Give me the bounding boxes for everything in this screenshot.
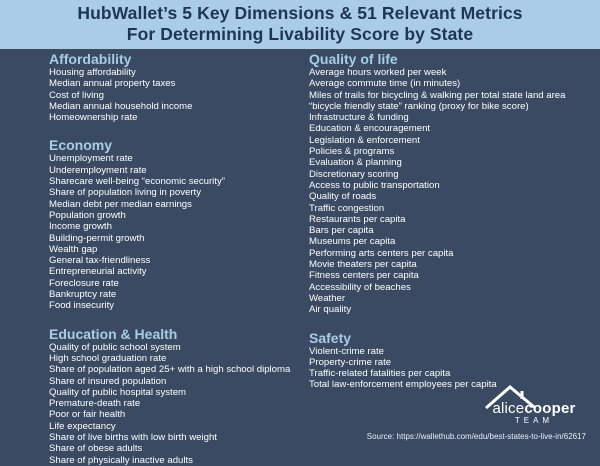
list-item: Income growth — [49, 221, 112, 233]
list-item: Legislation & enforcement — [309, 134, 420, 146]
list-item: Share of obese adults — [49, 443, 143, 455]
list-economy — [49, 153, 304, 311]
list-item: Food insecurity — [49, 300, 115, 312]
list-item: Quality of public school system — [49, 341, 181, 353]
list-item: Underemployment rate — [49, 164, 147, 176]
list-item: Median debt per median earnings — [49, 198, 192, 210]
left-column — [49, 51, 304, 466]
list-item: Life expectancy — [49, 420, 116, 432]
list-item: Housing affordability — [49, 67, 136, 78]
logo-brand-part2: cooper — [524, 400, 576, 417]
list-item: Share of physically inactive adults — [49, 454, 193, 466]
list-item: Premature-death rate — [49, 398, 141, 410]
list-item: Homeownership rate — [49, 112, 138, 124]
list-item: Performing arts centers per capita — [309, 247, 454, 259]
list-item: General tax-friendliness — [49, 255, 151, 267]
list-quality-of-life — [309, 67, 594, 316]
list-item: Total law-enforcement employees per capita — [309, 379, 497, 391]
logo-team: TEAM — [514, 416, 554, 425]
list-item: “bicycle friendly state” ranking (proxy for bike score) — [309, 100, 529, 112]
list-item: Traffic congestion — [309, 202, 385, 214]
list-item: Share of live births with low birth weight — [49, 432, 217, 444]
list-item: Median annual property taxes — [49, 78, 176, 90]
section-title-education-health: Education & Health — [49, 325, 178, 342]
list-item: Foreclosure rate — [49, 277, 119, 289]
list-item: High school graduation rate — [49, 352, 167, 364]
list-item: Movie theaters per capita — [309, 259, 417, 271]
list-item: Infrastructure & funding — [309, 112, 409, 124]
header-banner — [0, 0, 600, 49]
list-item: Miles of trails for bicycling & walking per total state land area — [309, 89, 566, 101]
list-item: Fitness centers per capita — [309, 270, 419, 282]
section-title-quality-of-life: Quality of life — [309, 51, 398, 67]
list-item: Sharecare well-being “economic security” — [49, 176, 225, 188]
logo-brand — [480, 401, 588, 417]
list-item: Quality of public hospital system — [49, 386, 187, 398]
section-title-affordability: Affordability — [49, 51, 132, 67]
list-item: Quality of roads — [309, 191, 377, 203]
list-item: Median annual household income — [49, 100, 193, 112]
list-item: Share of population aged 25+ with a high school diploma — [49, 364, 291, 376]
list-item: Weather — [309, 292, 346, 304]
list-item: Museums per capita — [309, 236, 396, 248]
list-affordability — [49, 67, 304, 123]
list-item: Property-crime rate — [309, 356, 392, 368]
list-item: Entrepreneurial activity — [49, 266, 147, 278]
list-item: Policies & programs — [309, 146, 395, 158]
list-item: Violent-crime rate — [309, 345, 385, 357]
list-item: Cost of living — [49, 89, 104, 101]
list-item: Poor or fair health — [49, 409, 126, 421]
list-item: Share of insured population — [49, 375, 167, 387]
page-title-line2: For Determining Livability Score by State — [126, 24, 474, 44]
list-item: Air quality — [309, 304, 352, 316]
list-item: Bankruptcy rate — [49, 289, 117, 301]
list-item: Wealth gap — [49, 243, 98, 255]
section-title-safety: Safety — [309, 329, 352, 346]
list-item: Share of population living in poverty — [49, 187, 201, 199]
alicecooper-team-logo — [480, 381, 588, 431]
list-item: Average hours worked per week — [309, 67, 447, 78]
list-item: Restaurants per capita — [309, 213, 406, 225]
list-item: Education & encouragement — [309, 123, 431, 135]
list-item: Evaluation & planning — [309, 157, 402, 169]
right-column — [309, 51, 594, 391]
list-item: Traffic-related fatalities per capita — [309, 368, 451, 380]
list-item: Population growth — [49, 209, 126, 221]
list-item: Building-permit growth — [49, 232, 145, 244]
list-item: Access to public transportation — [309, 179, 440, 191]
list-education-health — [49, 342, 304, 466]
list-item: Accessibility of beaches — [309, 281, 411, 293]
list-item: Unemployment rate — [49, 153, 133, 165]
source-citation: Source: https://wallethub.com/edu/best-states-to-live-in/62617 — [366, 432, 586, 441]
logo-brand-part1: alice — [492, 400, 525, 417]
list-item: Average commute time (in minutes) — [309, 78, 461, 90]
page-title-line1: HubWallet’s 5 Key Dimensions & 51 Relevant Metrics — [77, 3, 523, 23]
section-title-economy: Economy — [49, 137, 113, 154]
list-item: Discretionary scoring — [309, 168, 399, 180]
list-item: Bars per capita — [309, 225, 374, 237]
